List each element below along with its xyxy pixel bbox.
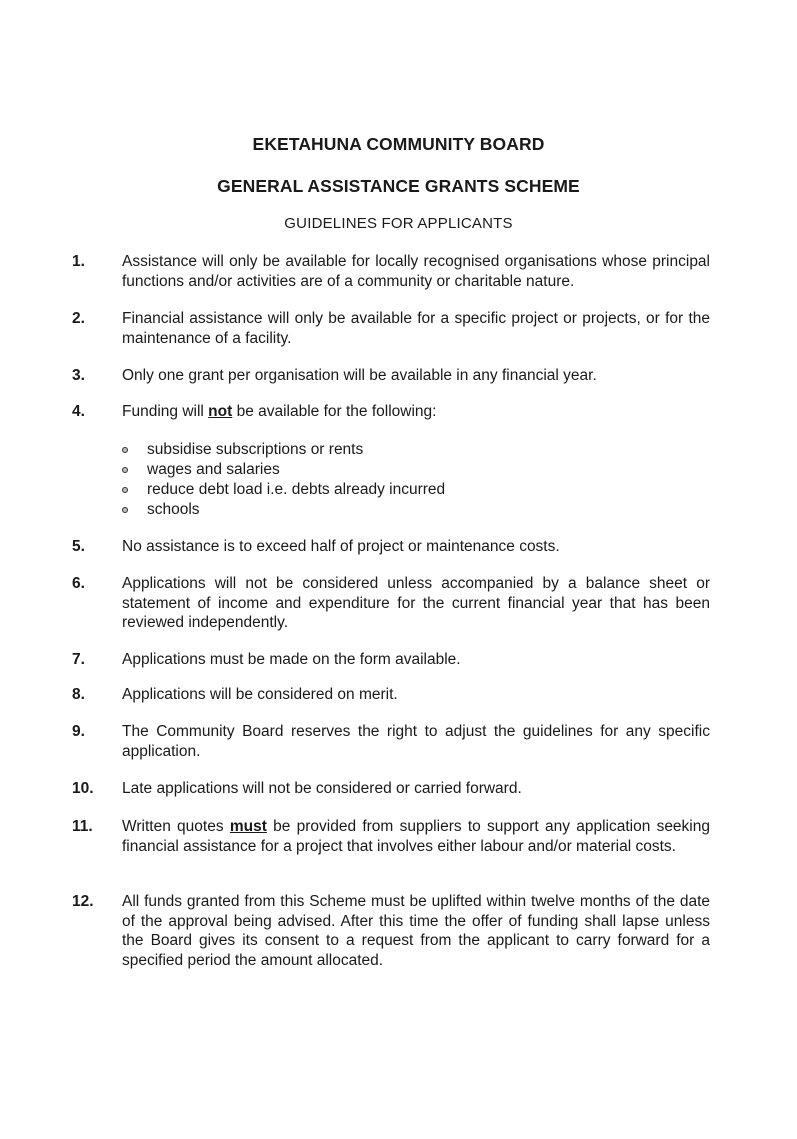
item-number: 11. xyxy=(72,818,93,835)
item-number: 1. xyxy=(72,253,85,270)
scheme-title: GENERAL ASSISTANCE GRANTS SCHEME xyxy=(217,176,580,196)
board-title: EKETAHUNA COMMUNITY BOARD xyxy=(252,134,545,154)
item-text xyxy=(122,817,710,856)
item-text: Assistance will only be available for locally recognised organisations whose principal functions and/or activities are of a community or charitable nature. xyxy=(122,253,710,290)
item-text-before: Written quotes xyxy=(122,818,230,835)
list-item: wages and salaries xyxy=(122,460,710,480)
item-text: Late applications will not be considered or carried forward. xyxy=(122,780,522,797)
item-number: 4. xyxy=(72,403,85,420)
item-text: Only one grant per organisation will be available in any financial year. xyxy=(122,367,597,384)
item-text: No assistance is to exceed half of project or maintenance costs. xyxy=(122,538,560,555)
guidelines-subtitle: GUIDELINES FOR APPLICANTS xyxy=(284,215,513,232)
emphasis-not: not xyxy=(208,403,233,420)
exclusion-list xyxy=(122,440,710,520)
item-text: Applications must be made on the form available. xyxy=(122,651,461,668)
item-text xyxy=(122,402,710,422)
item-text: The Community Board reserves the right to adjust the guidelines for any specific application. xyxy=(122,723,710,760)
item-number: 5. xyxy=(72,538,85,555)
bullet-icon xyxy=(122,487,128,493)
item-text-after: be available for the following: xyxy=(232,403,437,420)
item-number: 9. xyxy=(72,723,85,740)
item-text: All funds granted from this Scheme must be uplifted within twelve months of the date of the approval being advised. After this time the offer of funding shall lapse unless the Board gives its consent to a request from the applicant to carry forward for a specified period the amount allocated. xyxy=(122,893,710,969)
list-item: schools xyxy=(122,500,710,520)
item-number: 8. xyxy=(72,686,85,703)
list-item: reduce debt load i.e. debts already incurred xyxy=(122,480,710,500)
item-text: Financial assistance will only be available for a specific project or projects, or for the maintenance of a facility. xyxy=(122,310,710,347)
bullet-icon xyxy=(122,467,128,473)
list-item: subsidise subscriptions or rents xyxy=(122,440,710,460)
emphasis-must: must xyxy=(229,818,267,835)
item-number: 12. xyxy=(72,893,94,910)
item-number: 2. xyxy=(72,310,85,327)
item-number: 6. xyxy=(72,575,85,592)
item-number: 10. xyxy=(72,780,94,797)
bullet-icon xyxy=(122,507,128,513)
item-number: 7. xyxy=(72,651,85,668)
item-text: Applications will not be considered unless accompanied by a balance sheet or statement of income and expenditure for the current financial year that has been reviewed independently. xyxy=(122,575,710,631)
bullet-icon xyxy=(122,447,128,453)
item-text-before: Funding will xyxy=(122,403,209,420)
item-text: Applications will be considered on merit. xyxy=(122,686,398,703)
item-number: 3. xyxy=(72,367,85,384)
item-text-after: be provided from suppliers to support any application seeking financial assistance for a project that involves either labour and/or material costs. xyxy=(122,818,710,855)
